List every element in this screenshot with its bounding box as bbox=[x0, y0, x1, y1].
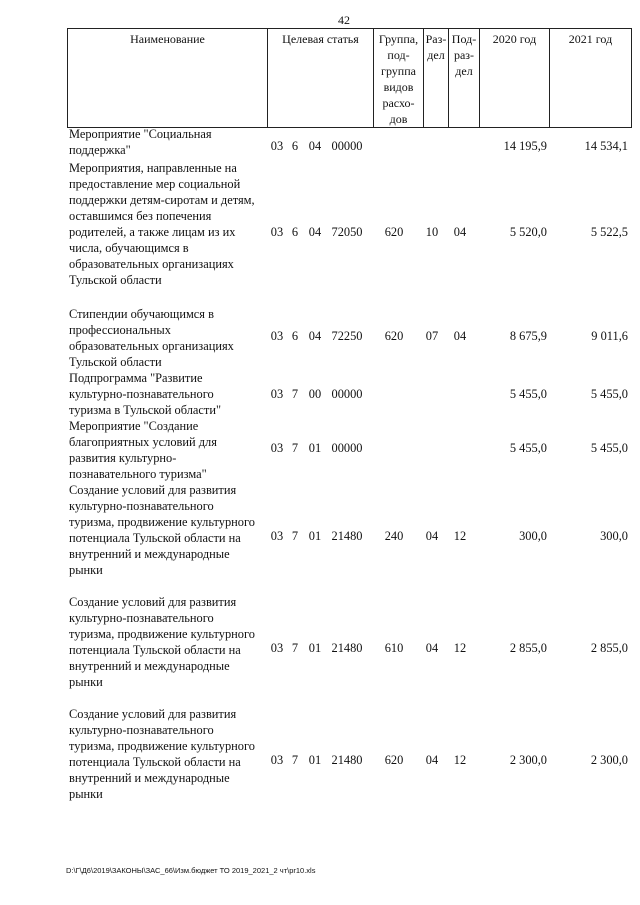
row-name-line: Мероприятия, направленные на bbox=[69, 161, 237, 175]
header-group-line: под- bbox=[387, 48, 410, 62]
row-name-line: культурно-познавательного bbox=[69, 611, 214, 625]
code-program: 03 bbox=[270, 753, 284, 767]
code-event: 01 bbox=[308, 641, 322, 655]
amount-2021: 5 455,0 bbox=[590, 441, 628, 455]
code-program: 03 bbox=[270, 529, 284, 543]
amount-2020: 300,0 bbox=[519, 529, 547, 543]
row-name bbox=[67, 160, 267, 288]
header-group-line: расхо- bbox=[382, 96, 415, 110]
header-section-line: дел bbox=[427, 48, 445, 62]
row-name-line: потенциала Тульской области на bbox=[69, 643, 241, 657]
code-program: 03 bbox=[270, 139, 284, 153]
amount-2021: 300,0 bbox=[600, 529, 628, 543]
section: 04 bbox=[425, 529, 439, 543]
row-name-line: благоприятных условий для bbox=[69, 435, 217, 449]
code-direction: 00000 bbox=[331, 139, 363, 153]
code-subprogram: 7 bbox=[291, 641, 299, 655]
row-name-line: Мероприятие "Социальная bbox=[69, 127, 212, 141]
row-name-line: туризма, продвижение культурного bbox=[69, 627, 255, 641]
table-row bbox=[67, 594, 630, 706]
subsection: 12 bbox=[453, 529, 467, 543]
row-name-line: туризма в Тульской области" bbox=[69, 403, 222, 417]
code-direction: 72050 bbox=[331, 225, 363, 239]
table-body bbox=[67, 126, 630, 818]
row-name-line: внутренний и международные bbox=[69, 547, 230, 561]
code-event: 01 bbox=[308, 753, 322, 767]
header-group bbox=[374, 29, 424, 128]
row-name-line: рынки bbox=[69, 787, 103, 801]
row-name-line: культурно-познавательного bbox=[69, 723, 214, 737]
header-subsection-line: раз- bbox=[453, 48, 475, 62]
code-subprogram: 7 bbox=[291, 387, 299, 401]
row-name-line: рынки bbox=[69, 563, 103, 577]
row-name-line: образовательных организациях bbox=[69, 257, 234, 271]
code-subprogram: 6 bbox=[291, 225, 299, 239]
header-name: Наименование bbox=[68, 29, 268, 128]
code-event: 01 bbox=[308, 441, 322, 455]
subsection: 12 bbox=[453, 753, 467, 767]
row-name-line: внутренний и международные bbox=[69, 659, 230, 673]
row-name-line: туризма, продвижение культурного bbox=[69, 515, 255, 529]
row-name-line: Тульской области bbox=[69, 355, 162, 369]
row-name-line: оставшимся без попечения bbox=[69, 209, 212, 223]
row-name bbox=[67, 418, 267, 482]
row-name-line: Создание условий для развития bbox=[69, 595, 237, 609]
amount-2021: 5 522,5 bbox=[590, 225, 628, 239]
amount-2020: 8 675,9 bbox=[509, 329, 547, 343]
section: 07 bbox=[425, 329, 439, 343]
code-direction: 00000 bbox=[331, 387, 363, 401]
row-name-line: числа, обучающимся в bbox=[69, 241, 189, 255]
code-program: 03 bbox=[270, 641, 284, 655]
table-row bbox=[67, 306, 630, 370]
header-year-2020: 2020 год bbox=[480, 29, 550, 128]
amount-2020: 2 855,0 bbox=[509, 641, 547, 655]
header-section-line: Раз- bbox=[425, 32, 447, 46]
row-name-line: развития культурно- bbox=[69, 451, 177, 465]
subsection: 12 bbox=[453, 641, 467, 655]
header-group-line: Группа, bbox=[378, 32, 419, 46]
code-program: 03 bbox=[270, 387, 284, 401]
row-name bbox=[67, 594, 267, 690]
expense-group: 610 bbox=[384, 641, 404, 655]
row-name-line: культурно-познавательного bbox=[69, 387, 214, 401]
amount-2021: 5 455,0 bbox=[590, 387, 628, 401]
row-name-line: внутренний и международные bbox=[69, 771, 230, 785]
code-subprogram: 6 bbox=[291, 329, 299, 343]
footer-file-path: D:\Г\Д6\2019\ЗАКОНЫ\ЗАС_66\Изм.бюджет ТО 2019_2021_2 чт\pr10.xls bbox=[66, 866, 316, 875]
row-name-line: родителей, а также лицам из их bbox=[69, 225, 236, 239]
code-direction: 00000 bbox=[331, 441, 363, 455]
code-event: 04 bbox=[308, 225, 322, 239]
code-program: 03 bbox=[270, 225, 284, 239]
code-program: 03 bbox=[270, 329, 284, 343]
page-number: 42 bbox=[338, 13, 350, 27]
section: 04 bbox=[425, 641, 439, 655]
row-name-line: потенциала Тульской области на bbox=[69, 755, 241, 769]
subsection: 04 bbox=[453, 329, 467, 343]
code-subprogram: 7 bbox=[291, 753, 299, 767]
table-row bbox=[67, 126, 630, 160]
code-subprogram: 6 bbox=[291, 139, 299, 153]
row-name-line: Создание условий для развития bbox=[69, 483, 237, 497]
table-row bbox=[67, 418, 630, 482]
row-name-line: познавательного туризма" bbox=[69, 467, 207, 481]
expense-group: 620 bbox=[384, 753, 404, 767]
code-direction: 21480 bbox=[331, 641, 363, 655]
row-name-line: поддержка" bbox=[69, 143, 131, 157]
code-direction: 72250 bbox=[331, 329, 363, 343]
section: 04 bbox=[425, 753, 439, 767]
code-direction: 21480 bbox=[331, 753, 363, 767]
code-program: 03 bbox=[270, 441, 284, 455]
row-name-line: образовательных организациях bbox=[69, 339, 234, 353]
header-group-line: дов bbox=[389, 112, 408, 126]
row-name-line: поддержки детям-сиротам и детям, bbox=[69, 193, 255, 207]
header-group-line: группа bbox=[381, 64, 416, 78]
code-subprogram: 7 bbox=[291, 441, 299, 455]
header-subsection bbox=[449, 29, 480, 128]
amount-2020: 5 455,0 bbox=[509, 387, 547, 401]
header-year-2021: 2021 год bbox=[550, 29, 632, 128]
row-name bbox=[67, 126, 267, 158]
row-name-line: Стипендии обучающимся в bbox=[69, 307, 214, 321]
amount-2020: 14 195,9 bbox=[503, 139, 547, 153]
amount-2021: 2 855,0 bbox=[590, 641, 628, 655]
code-direction: 21480 bbox=[331, 529, 363, 543]
amount-2021: 14 534,1 bbox=[584, 139, 628, 153]
row-name-line: предоставление мер социальной bbox=[69, 177, 241, 191]
subsection: 04 bbox=[453, 225, 467, 239]
header-subsection-line: Под- bbox=[451, 32, 477, 46]
row-name-line: рынки bbox=[69, 675, 103, 689]
code-event: 04 bbox=[308, 329, 322, 343]
row-name-line: Подпрограмма "Развитие bbox=[69, 371, 203, 385]
row-name-line: Мероприятие "Создание bbox=[69, 419, 199, 433]
header-subsection-line: дел bbox=[455, 64, 473, 78]
table-row bbox=[67, 370, 630, 418]
expense-group: 620 bbox=[384, 225, 404, 239]
header-group-line: видов bbox=[383, 80, 414, 94]
header-section bbox=[424, 29, 449, 128]
row-name-line: туризма, продвижение культурного bbox=[69, 739, 255, 753]
amount-2021: 2 300,0 bbox=[590, 753, 628, 767]
row-name-line: профессиональных bbox=[69, 323, 171, 337]
row-name-line: культурно-познавательного bbox=[69, 499, 214, 513]
expense-group: 620 bbox=[384, 329, 404, 343]
table-row bbox=[67, 160, 630, 306]
amount-2021: 9 011,6 bbox=[591, 329, 628, 343]
row-name-line: Тульской области bbox=[69, 273, 162, 287]
header-target-article: Целевая статья bbox=[268, 29, 374, 128]
amount-2020: 5 520,0 bbox=[509, 225, 547, 239]
code-event: 00 bbox=[308, 387, 322, 401]
row-name-line: потенциала Тульской области на bbox=[69, 531, 241, 545]
section: 10 bbox=[425, 225, 439, 239]
code-event: 04 bbox=[308, 139, 322, 153]
expense-group: 240 bbox=[384, 529, 404, 543]
row-name bbox=[67, 482, 267, 578]
row-name bbox=[67, 306, 267, 370]
row-name bbox=[67, 706, 267, 802]
code-subprogram: 7 bbox=[291, 529, 299, 543]
table-row bbox=[67, 482, 630, 594]
row-name-line: Создание условий для развития bbox=[69, 707, 237, 721]
table-row bbox=[67, 706, 630, 818]
code-event: 01 bbox=[308, 529, 322, 543]
row-name bbox=[67, 370, 267, 418]
table-header bbox=[67, 28, 632, 128]
amount-2020: 2 300,0 bbox=[509, 753, 547, 767]
amount-2020: 5 455,0 bbox=[509, 441, 547, 455]
